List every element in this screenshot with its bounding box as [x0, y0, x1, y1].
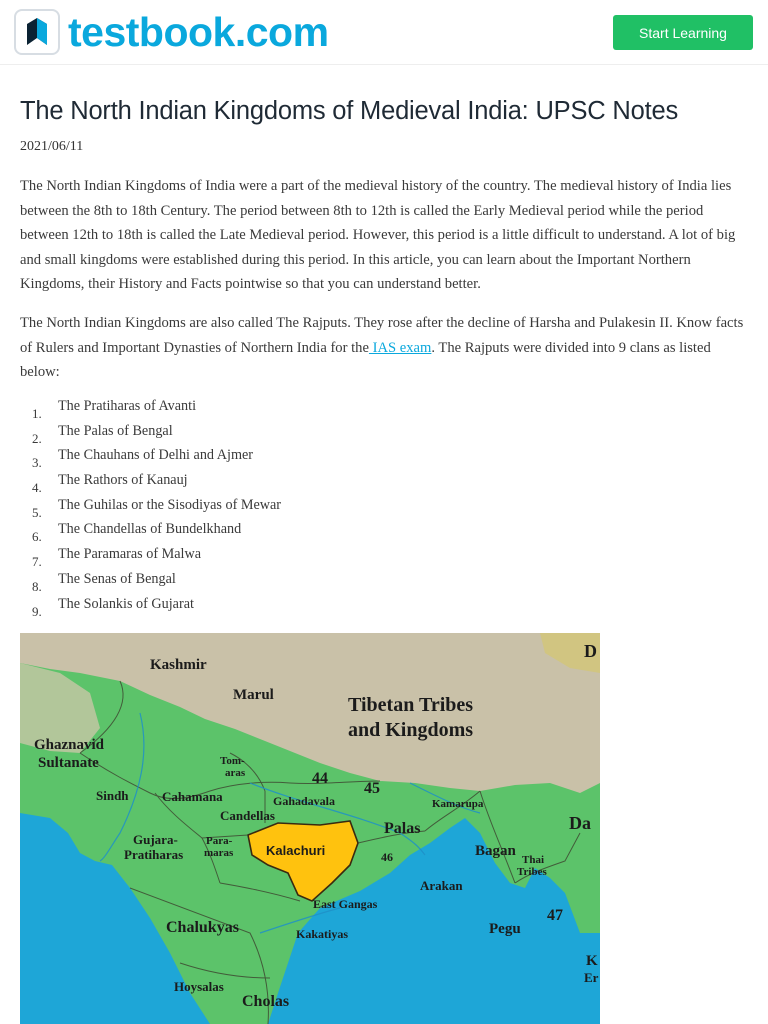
map-label: East Gangas: [313, 897, 378, 911]
list-number: 3.: [32, 455, 42, 471]
list-text: The Chauhans of Delhi and Ajmer: [58, 447, 254, 464]
publish-date: 2021/06/11: [20, 139, 84, 154]
map-label: 45: [364, 780, 380, 797]
map-label: 46: [381, 850, 393, 864]
map-label: Tribes: [517, 866, 547, 878]
map-label: Da: [569, 813, 591, 833]
map-label: Sindh: [96, 788, 129, 803]
map-label: Kashmir: [150, 657, 207, 673]
rajputs-text-after: . The Rajputs were divided into 9 clans as listed below:: [20, 339, 711, 381]
map-label: and Kingdoms: [348, 719, 474, 741]
map-label: Hoysalas: [174, 979, 224, 994]
map-label: Ghaznavid: [34, 737, 105, 753]
list-text: The Guhilas or the Sisodiyas of Mewar: [58, 496, 282, 513]
map-label: Tibetan Tribes: [348, 694, 474, 716]
list-number: 2.: [32, 430, 42, 446]
map-label: Candellas: [220, 808, 275, 823]
map-graphic: [20, 633, 600, 1024]
testbook-logo-icon: [14, 9, 60, 55]
list-text: The Senas of Bengal: [58, 570, 176, 587]
map-label: Pratiharas: [124, 847, 184, 862]
site-header: [0, 0, 768, 65]
rajputs-text-before: The North Indian Kingdoms are also called The Rajputs. They rose after the decline of Harsha and Pulakesin II. Know facts of Rulers and Important Dynasties of Northern India for the: [20, 315, 744, 356]
map-label: Er: [584, 970, 599, 985]
map-label: Arakan: [420, 878, 463, 893]
map-label: Cahamana: [162, 789, 223, 804]
list-number: 1.: [32, 406, 42, 421]
logo-wordmark: testbook.com: [68, 9, 329, 55]
list-number: 6.: [32, 529, 42, 545]
list-text: The Palas of Bengal: [58, 422, 173, 439]
map-label: maras: [204, 847, 234, 859]
map-label: Tom-: [220, 755, 245, 767]
map-label: Marul: [233, 687, 274, 703]
list-number: 4.: [32, 480, 42, 496]
map-label: Gahadavala: [273, 794, 336, 808]
map-label: Kalachuri: [266, 843, 326, 858]
ias-exam-link[interactable]: IAS exam: [368, 339, 432, 356]
page-title: The North Indian Kingdoms of Medieval India: UPSC Notes: [20, 97, 679, 125]
start-learning-button[interactable]: Start Learning: [613, 15, 753, 50]
list-text: The Solankis of Gujarat: [58, 595, 194, 612]
map-label: Kakatiyas: [296, 927, 349, 941]
list-number: 8.: [32, 578, 42, 594]
map-label: Cholas: [242, 993, 290, 1010]
medieval-india-map: [20, 633, 600, 1024]
rajputs-paragraph: [20, 311, 750, 385]
map-label: 47: [547, 907, 563, 924]
site-logo[interactable]: [14, 9, 329, 55]
map-label: Palas: [384, 820, 421, 837]
map-label: Para-: [206, 835, 233, 847]
map-label: aras: [225, 767, 246, 779]
map-label: 44: [312, 770, 328, 787]
map-label: Gujara-: [133, 832, 178, 847]
list-number: 9.: [32, 603, 42, 619]
list-text: The Paramaras of Malwa: [58, 546, 201, 563]
map-label: Pegu: [489, 921, 521, 937]
list-number: 5.: [32, 504, 42, 520]
list-text: The Chandellas of Bundelkhand: [58, 521, 242, 538]
map-label: Chalukyas: [166, 919, 239, 936]
list-text: The Pratiharas of Avanti: [58, 398, 197, 414]
map-label: D: [584, 641, 597, 661]
map-label: Sultanate: [38, 755, 99, 771]
list-number: 7.: [32, 554, 42, 570]
intro-paragraph: The North Indian Kingdoms of India were a part of the medieval history of the country. The medieval history of India lies between the 8th to 18th Century. The period between 8th to 12th is called the Early Medieval period while the period between 12th to 18th is called the Late Medieval period. However, this period is a little difficult to understand. A lot of big and small kingdoms were established during this period. In this article, you can learn about the Important Northern Kingdoms, their History and Facts pointwise so that you can understand better.: [20, 178, 736, 293]
map-label: Thai: [522, 854, 545, 866]
list-text: The Rathors of Kanauj: [58, 472, 188, 489]
map-label: Bagan: [475, 843, 516, 859]
map-label: Kamarupa: [432, 798, 484, 810]
map-label: K: [586, 953, 598, 969]
